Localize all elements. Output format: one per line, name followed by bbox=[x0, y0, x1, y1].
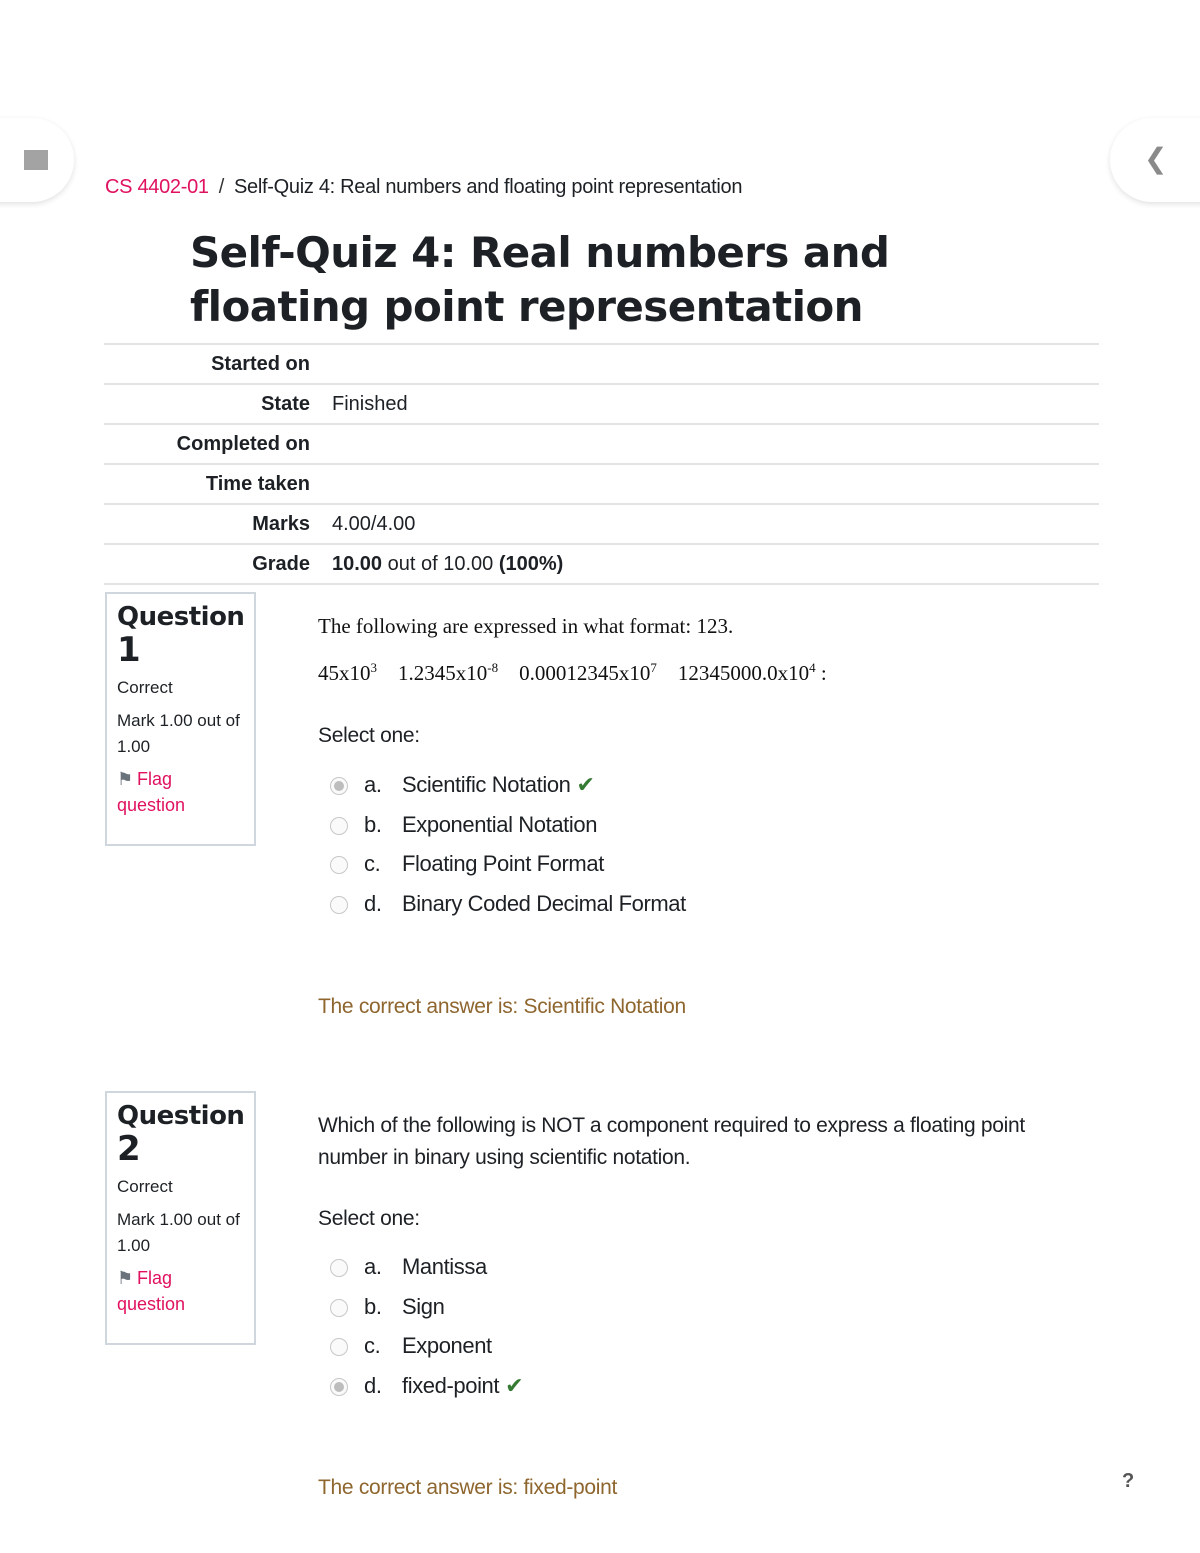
select-one-label: Select one: bbox=[318, 1207, 420, 1230]
option-letter: b. bbox=[364, 811, 382, 837]
summary-row-time bbox=[104, 464, 1099, 504]
radio-button[interactable] bbox=[330, 817, 348, 835]
radio-selected[interactable] bbox=[330, 777, 348, 795]
summary-label: Marks bbox=[252, 512, 310, 535]
grade-outof: out of 10.00 bbox=[382, 552, 499, 575]
option-text: Exponential Notation bbox=[402, 811, 598, 837]
option-letter: d. bbox=[364, 1372, 382, 1398]
summary-label: Time taken bbox=[205, 472, 310, 495]
summary-row-marks bbox=[104, 504, 1099, 544]
option-text: Mantissa bbox=[402, 1254, 487, 1279]
option-letter: a. bbox=[364, 1254, 382, 1279]
summary-row-grade bbox=[104, 544, 1099, 584]
summary-value bbox=[310, 424, 1099, 464]
question-label: Question bbox=[117, 602, 245, 632]
term: $0.00012345x10^7$ bbox=[519, 660, 657, 685]
option-text: Scientific Notation bbox=[402, 772, 571, 797]
summary-value bbox=[310, 544, 1099, 584]
breadcrumb-separator: / bbox=[218, 176, 225, 198]
attempt-summary-table bbox=[104, 343, 1099, 585]
question-info-box bbox=[105, 1091, 256, 1345]
correct-answer-feedback: The correct answer is: Scientific Notation bbox=[318, 995, 686, 1018]
term: $12345000.0x10^4$ bbox=[677, 660, 816, 685]
radio-button[interactable] bbox=[330, 1259, 348, 1277]
option-text: Binary Coded Decimal Format bbox=[402, 890, 686, 916]
breadcrumb-current[interactable]: Self-Quiz 4: Real numbers and floating point representation bbox=[234, 176, 743, 198]
question-grade: Mark 1.00 out of 1.00 bbox=[117, 711, 240, 756]
question-number: 1 bbox=[117, 630, 141, 670]
option-text: fixed-point bbox=[402, 1372, 500, 1398]
question-text: The following are expressed in what format: 123. bbox=[318, 614, 734, 638]
radio-button[interactable] bbox=[330, 1299, 348, 1317]
option-letter: a. bbox=[364, 772, 382, 797]
term: $1.2345x10^{-8}$ bbox=[398, 660, 499, 685]
radio-selected[interactable] bbox=[330, 1378, 348, 1396]
drawer-toggle-button[interactable] bbox=[0, 118, 74, 202]
select-one-label: Select one: bbox=[318, 724, 420, 747]
question-grade: Mark 1.00 out of 1.00 bbox=[117, 1210, 240, 1255]
terms-end: : bbox=[815, 661, 827, 685]
option-text: Sign bbox=[402, 1293, 445, 1319]
flag-question-label: Flag question bbox=[117, 1268, 186, 1314]
question-text: Which of the following is NOT a component required to express a floating point number in binary using scientific notation. bbox=[318, 1114, 1025, 1169]
summary-label: Started on bbox=[211, 352, 310, 375]
grade-score: 10.00 bbox=[332, 552, 383, 575]
summary-row-completed bbox=[104, 424, 1099, 464]
drawer-toggle-icon bbox=[24, 150, 48, 170]
question-state: Correct bbox=[117, 678, 173, 697]
radio-button[interactable] bbox=[330, 856, 348, 874]
summary-value bbox=[310, 464, 1099, 504]
option-letter: c. bbox=[364, 1333, 381, 1358]
flag-icon: ⚑ bbox=[117, 1268, 134, 1288]
check-icon: ✔ bbox=[576, 773, 595, 798]
option-text: Exponent bbox=[402, 1333, 492, 1358]
page-title: Self-Quiz 4: Real numbers and floating point representation bbox=[190, 228, 890, 331]
radio-button[interactable] bbox=[330, 896, 348, 914]
radio-button[interactable] bbox=[330, 1338, 348, 1356]
summary-label: Completed on bbox=[176, 432, 310, 455]
summary-row-started bbox=[104, 344, 1099, 384]
term: $45x10^3$ bbox=[318, 660, 377, 685]
breadcrumb-course-link[interactable]: CS 4402-01 bbox=[105, 176, 209, 198]
check-icon: ✔ bbox=[505, 1373, 524, 1399]
help-icon[interactable]: ? bbox=[1122, 1470, 1135, 1492]
question-state: Correct bbox=[117, 1177, 173, 1196]
correct-answer-feedback: The correct answer is: fixed-point bbox=[318, 1476, 618, 1499]
summary-value bbox=[310, 344, 1099, 384]
option-letter: b. bbox=[364, 1293, 382, 1319]
summary-label: State bbox=[261, 392, 310, 415]
option-letter: d. bbox=[364, 890, 382, 916]
grade-percent: (100%) bbox=[498, 552, 564, 575]
question-terms bbox=[318, 660, 827, 686]
option-text: Floating Point Format bbox=[402, 851, 604, 876]
flag-icon: ⚑ bbox=[117, 769, 134, 789]
summary-row-state bbox=[104, 384, 1099, 424]
right-drawer-toggle-button[interactable] bbox=[1110, 118, 1200, 202]
flag-question-link[interactable] bbox=[117, 766, 244, 818]
summary-value: Finished bbox=[332, 392, 408, 415]
option-letter: c. bbox=[364, 851, 381, 876]
summary-value: 4.00/4.00 bbox=[332, 512, 416, 535]
question-number: 2 bbox=[117, 1129, 141, 1169]
flag-question-label: Flag question bbox=[117, 769, 186, 815]
question-label: Question bbox=[117, 1101, 245, 1131]
flag-question-link[interactable] bbox=[117, 1265, 244, 1317]
question-info-box bbox=[105, 592, 256, 846]
summary-label: Grade bbox=[252, 552, 310, 575]
chevron-left-icon: ❮ bbox=[1144, 142, 1168, 175]
breadcrumb bbox=[105, 176, 742, 199]
